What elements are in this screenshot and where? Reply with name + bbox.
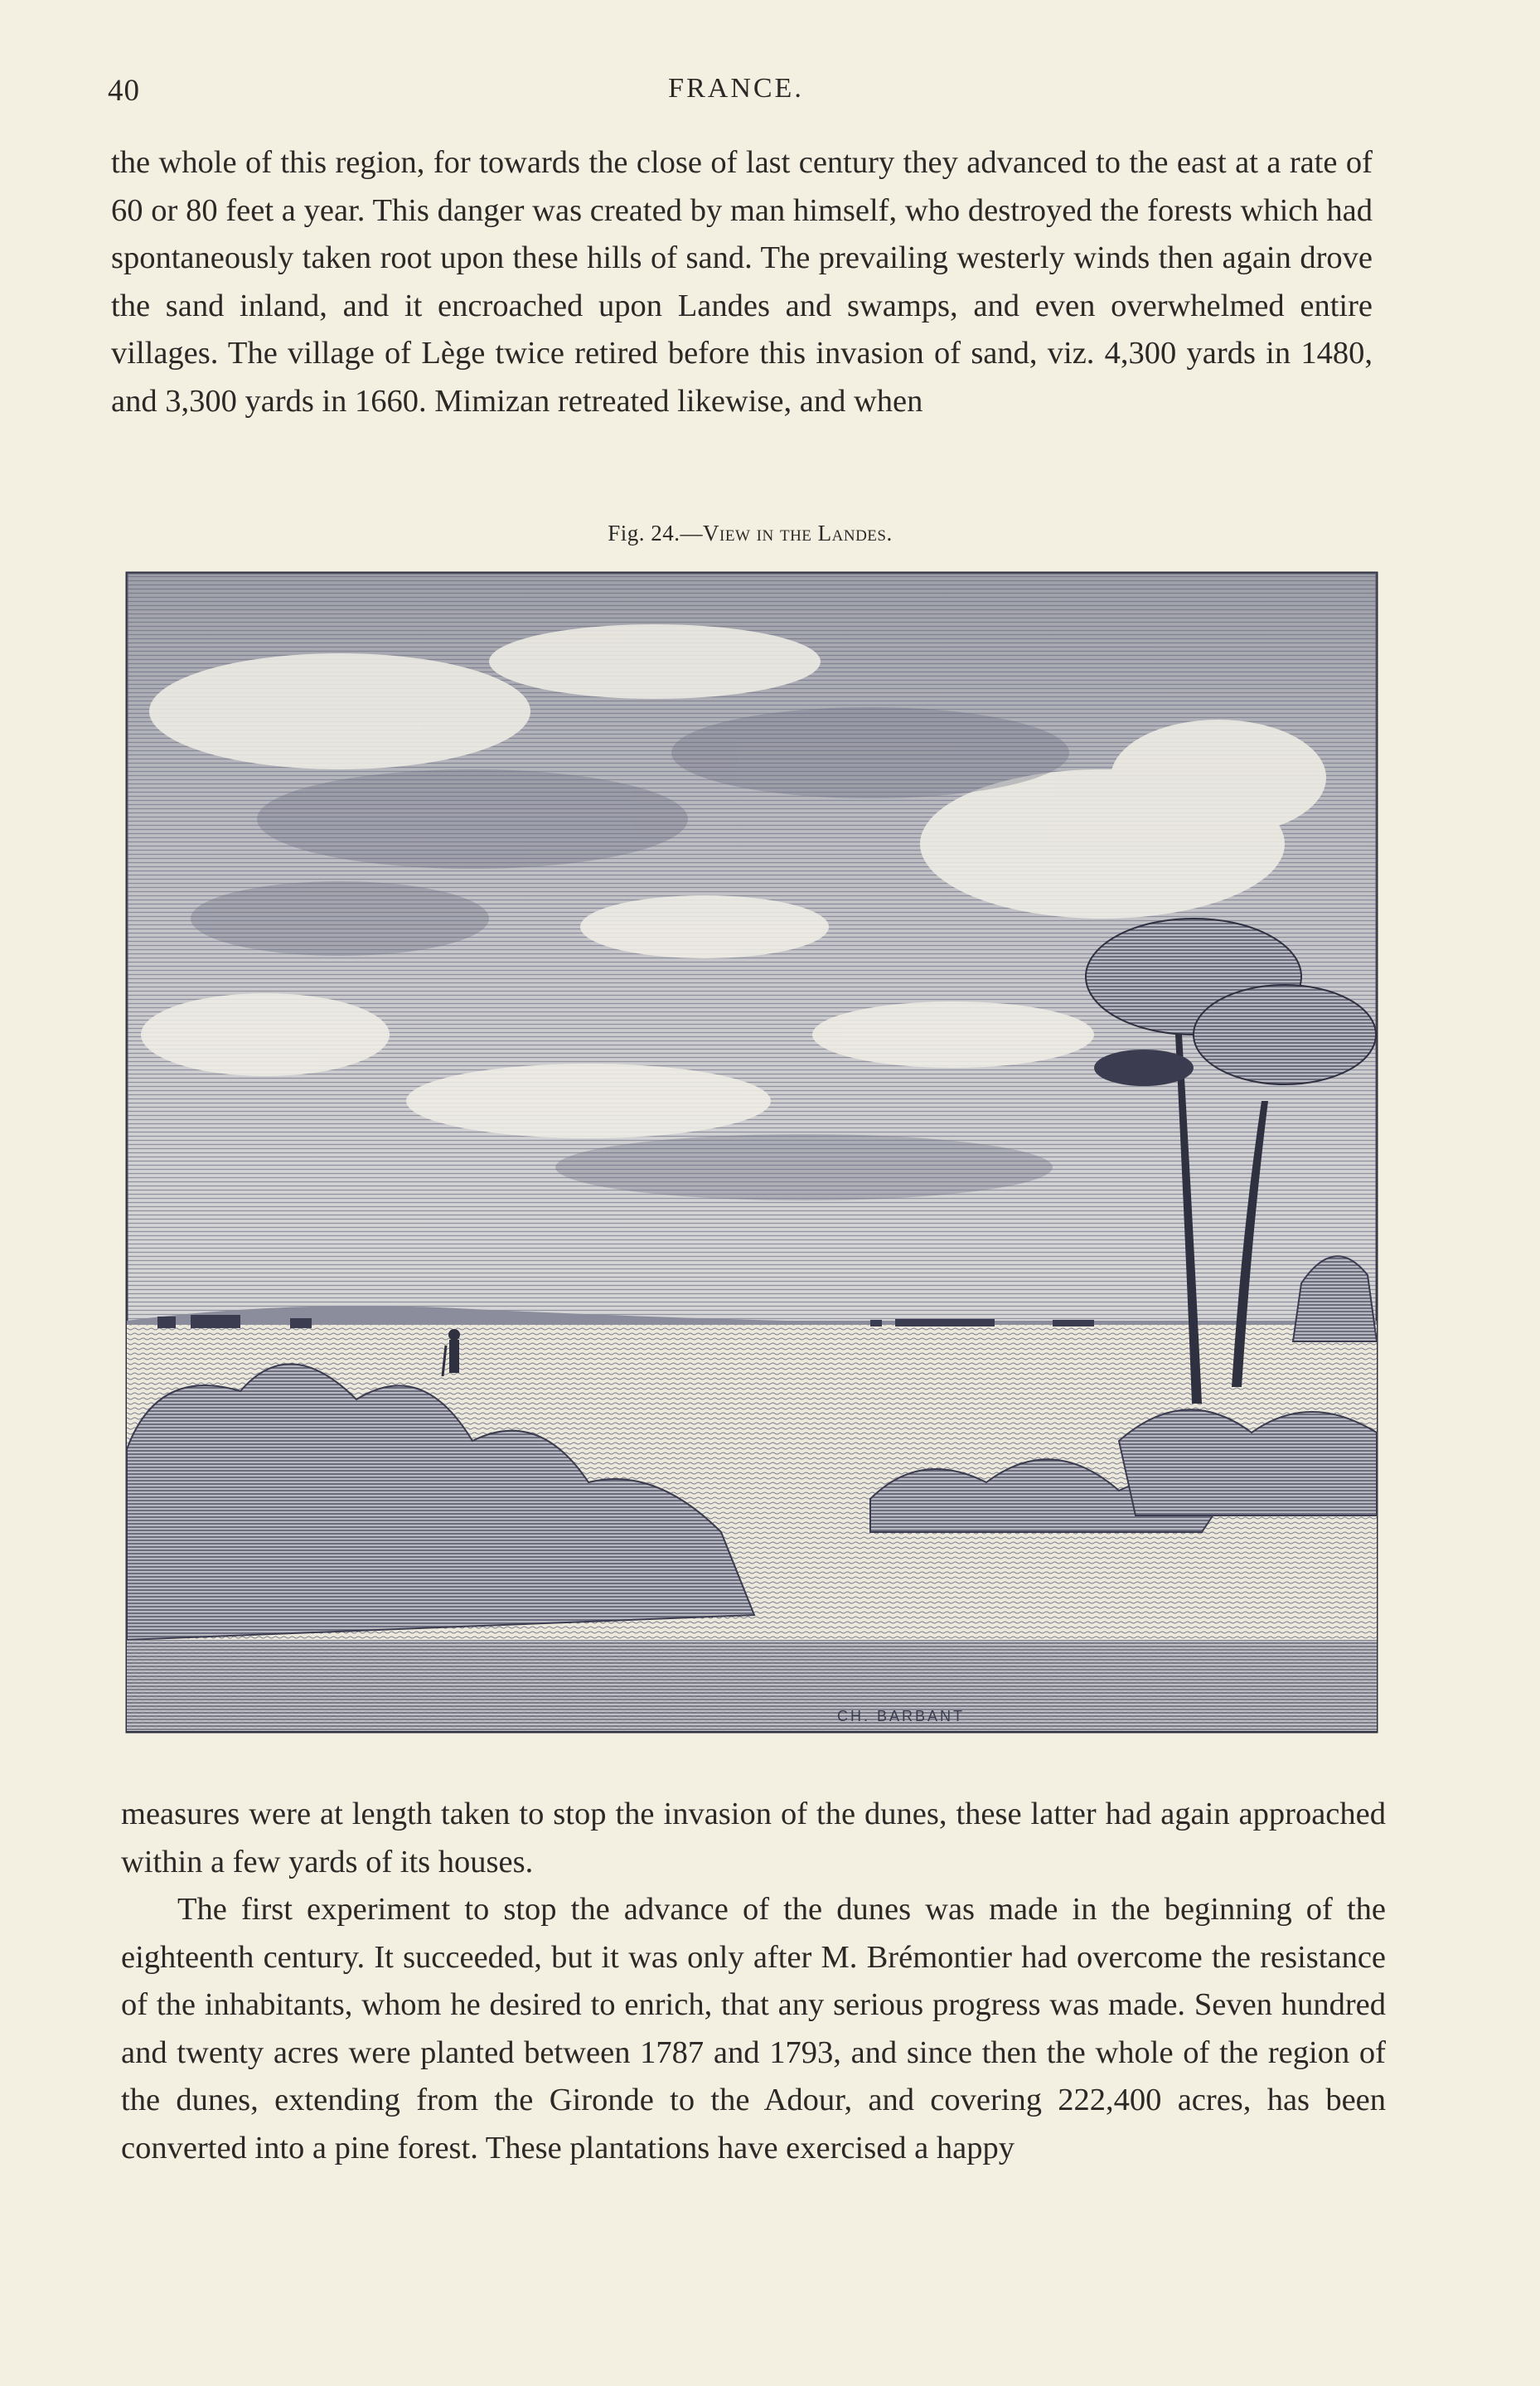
paragraph-bottom-2: The first experiment to stop the advance of the dunes was made in the beginning of the eighteenth century. It succeeded, but it was only after M. Brémontier had overcome the resistance of the inhabitants, whom he desired to enrich, that any serious progress was made. Seven hundred and twenty acres were planted between 1787 and 1793, and since then the whole of the region of the dunes, extending from the Gironde to the Adour, and covering 222,400 acres, has been converted into a pine forest. These plantations have exercised a happy	[121, 1892, 1386, 2165]
page-number: 40	[108, 74, 140, 108]
paragraph-bottom-1: measures were at length taken to stop the invasion of the dunes, these latter had again approached within a few yards of its houses.	[121, 1797, 1386, 1879]
bottom-text-block	[121, 1791, 1386, 2172]
running-head	[108, 73, 1364, 114]
top-text-block	[111, 139, 1373, 425]
engraving-view-in-the-landes	[124, 570, 1379, 1734]
running-title: FRANCE.	[668, 73, 804, 104]
engraver-signature: CH. BARBANT	[837, 1708, 966, 1724]
figure-caption-prefix: Fig. 24.—	[608, 521, 704, 546]
foreground-shadow	[127, 1640, 1377, 1731]
paragraph-top-1: the whole of this region, for towards the close of last century they advanced to the east at a rate of 60 or 80 feet a year. This danger was created by man himself, who destroyed the forests which had spontaneously taken root upon these hills of sand. The prevailing westerly winds then again drove the sand inland, and it encroached upon Landes and swamps, and even overwhelmed entire villages. The village of Lège twice retired before this invasion of sand, viz. 4,300 yards in 1480, and 3,300 yards in 1660. Mimizan retreated likewise, and when	[111, 145, 1373, 419]
engraving-illustration	[124, 570, 1379, 1734]
figure-caption	[0, 521, 1500, 546]
figure-caption-title: View in the Landes.	[703, 521, 893, 546]
